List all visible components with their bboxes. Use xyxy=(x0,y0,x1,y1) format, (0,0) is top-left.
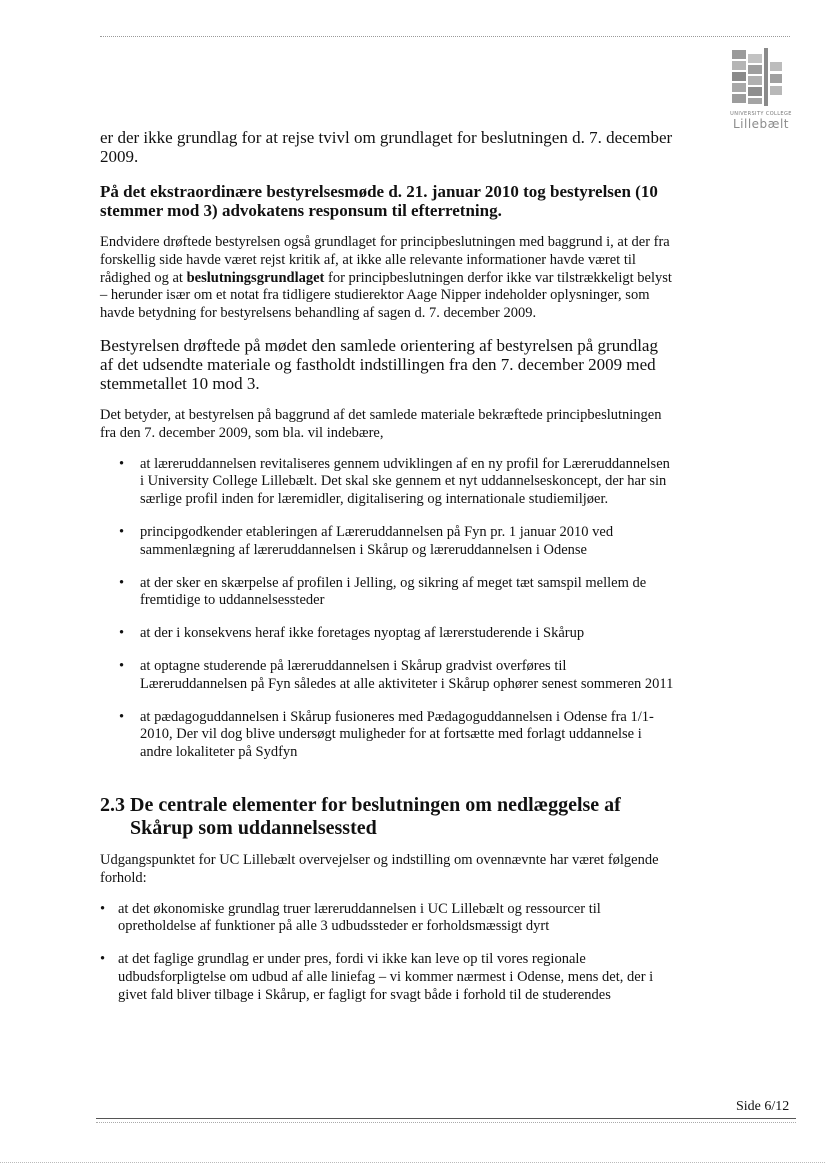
bold-paragraph: På det ekstraordinære bestyrelsesmøde d. 21. januar 2010 tog bestyrelsen (10 stemmer mod 3) advokatens responsum til efterretning. xyxy=(100,182,658,220)
list-item-text: at der i konsekvens heraf ikke foretages nyoptag af lærerstuderende i Skårup xyxy=(140,625,585,642)
bullet-icon: • xyxy=(100,900,106,917)
document-body xyxy=(100,128,675,1020)
paragraph-endvidere xyxy=(100,234,675,323)
footer-rule xyxy=(96,1118,796,1119)
university-logo xyxy=(728,48,794,134)
bullet-icon: • xyxy=(119,574,125,591)
page-number: Side 6/12 xyxy=(736,1099,790,1114)
bullet-icon: • xyxy=(119,455,125,472)
logo-subtitle: UNIVERSITY COLLEGE xyxy=(730,111,792,117)
list-item-text: at læreruddannelsen revitaliseres gennem udviklingen af en ny profil for Læreruddannelsen i University College Lillebælt. Det skal ske gennem et nyt uddannelseskoncept, der har sin særlige profil inden for læremidler, digitalisering og internationale studiemiljøer. xyxy=(140,455,670,508)
bold-term: beslutningsgrundlaget xyxy=(186,269,325,286)
footer-rule-dotted xyxy=(96,1122,796,1123)
list-item-text: at optagne studerende på læreruddannelsen i Skårup gradvist overføres til Læreruddannelsen på Fyn således at alle aktiviteter i Skårup ophører senest sommeren 2011 xyxy=(140,657,674,692)
paragraph-text: Endvidere drøftede bestyrelsen også grundlaget for principbeslutningen med baggrund i, at der fra forskellig side havde været rejst kritik af, at ikke alle relevante informationer havde været til rådighed og at xyxy=(100,234,670,286)
list-item xyxy=(100,456,675,509)
bullet-icon: • xyxy=(100,951,106,968)
factor-list xyxy=(100,901,675,1005)
section-heading: 2.3 De centrale elementer for beslutningen om nedlæggelse af Skårup som uddannelsessted xyxy=(100,793,621,839)
logo-blocks-icon xyxy=(732,48,784,106)
bullet-icon: • xyxy=(119,708,125,725)
bullet-icon: • xyxy=(119,657,125,674)
list-item-text: at det økonomiske grundlag truer læreruddannelsen i UC Lillebælt og ressourcer til opretholdelse af funktioner på alle 3 udbudssteder er forholdsmæssigt dyrt xyxy=(118,900,601,935)
list-item-text: principgodkender etableringen af Læreruddannelsen på Fyn pr. 1 januar 2010 ved sammenlægning af læreruddannelsen i Skårup og læreruddannelsen i Odense xyxy=(140,523,614,558)
list-item xyxy=(100,524,675,560)
paragraph-udgangspunktet: Udgangspunktet for UC Lillebælt overvejelser og indstilling om ovennævnte har været følgende forhold: xyxy=(100,851,659,886)
paragraph-text: for principbeslutningen derfor ikke var tilstrækkeligt belyst – herunder især om et notat fra tidligere studierektor Aage Nipper indeholder oplysninger, som havde betydning for bestyrelsens behandling af sagen d. 7. december 2009. xyxy=(100,269,672,322)
list-item xyxy=(100,709,675,762)
bullet-icon: • xyxy=(119,523,125,540)
list-item xyxy=(100,575,675,611)
list-item xyxy=(100,658,675,694)
intro-paragraph: er der ikke grundlag for at rejse tvivl om grundlaget for beslutningen d. 7. december 2009. xyxy=(100,128,673,166)
logo-brand: Lillebælt xyxy=(732,117,789,131)
list-item-text: at der sker en skærpelse af profilen i Jelling, og sikring af meget tæt samspil mellem de fremtidige to uddannelsessteder xyxy=(140,574,647,609)
list-item xyxy=(100,951,675,1004)
header-rule xyxy=(100,36,790,37)
bullet-icon: • xyxy=(119,625,125,642)
scan-edge-line xyxy=(0,1162,825,1163)
decision-list xyxy=(100,456,675,762)
list-item xyxy=(100,901,675,937)
list-item-text: at pædagoguddannelsen i Skårup fusioneres med Pædagoguddannelsen i Odense fra 1/1-2010, Der vil dog blive undersøgt muligheder for at fortsætte med forlagt uddannelse i andre lokaliteter på Sydfyn xyxy=(140,708,654,761)
paragraph-bestyrelsen: Bestyrelsen drøftede på mødet den samlede orientering af bestyrelsen på grundlag af det udsendte materiale og fastholdt indstillingen fra den 7. december 2009 med stemmetallet 10 mod 3. xyxy=(100,335,658,393)
list-item-text: at det faglige grundlag er under pres, fordi vi ikke kan leve op til vores regionale udbudsforpligtelse om udbud af alle liniefag – vi kommer nærmest i Odense, mens det, der i givet fald bliver tilbage i Skårup, er fagligt for svagt både i forhold til de studerendes xyxy=(118,951,654,1003)
paragraph-det-betyder: Det betyder, at bestyrelsen på baggrund af det samlede materiale bekræftede principbeslutningen fra den 7. december 2009, som bla. vil indebære, xyxy=(100,406,662,441)
list-item xyxy=(100,625,675,643)
